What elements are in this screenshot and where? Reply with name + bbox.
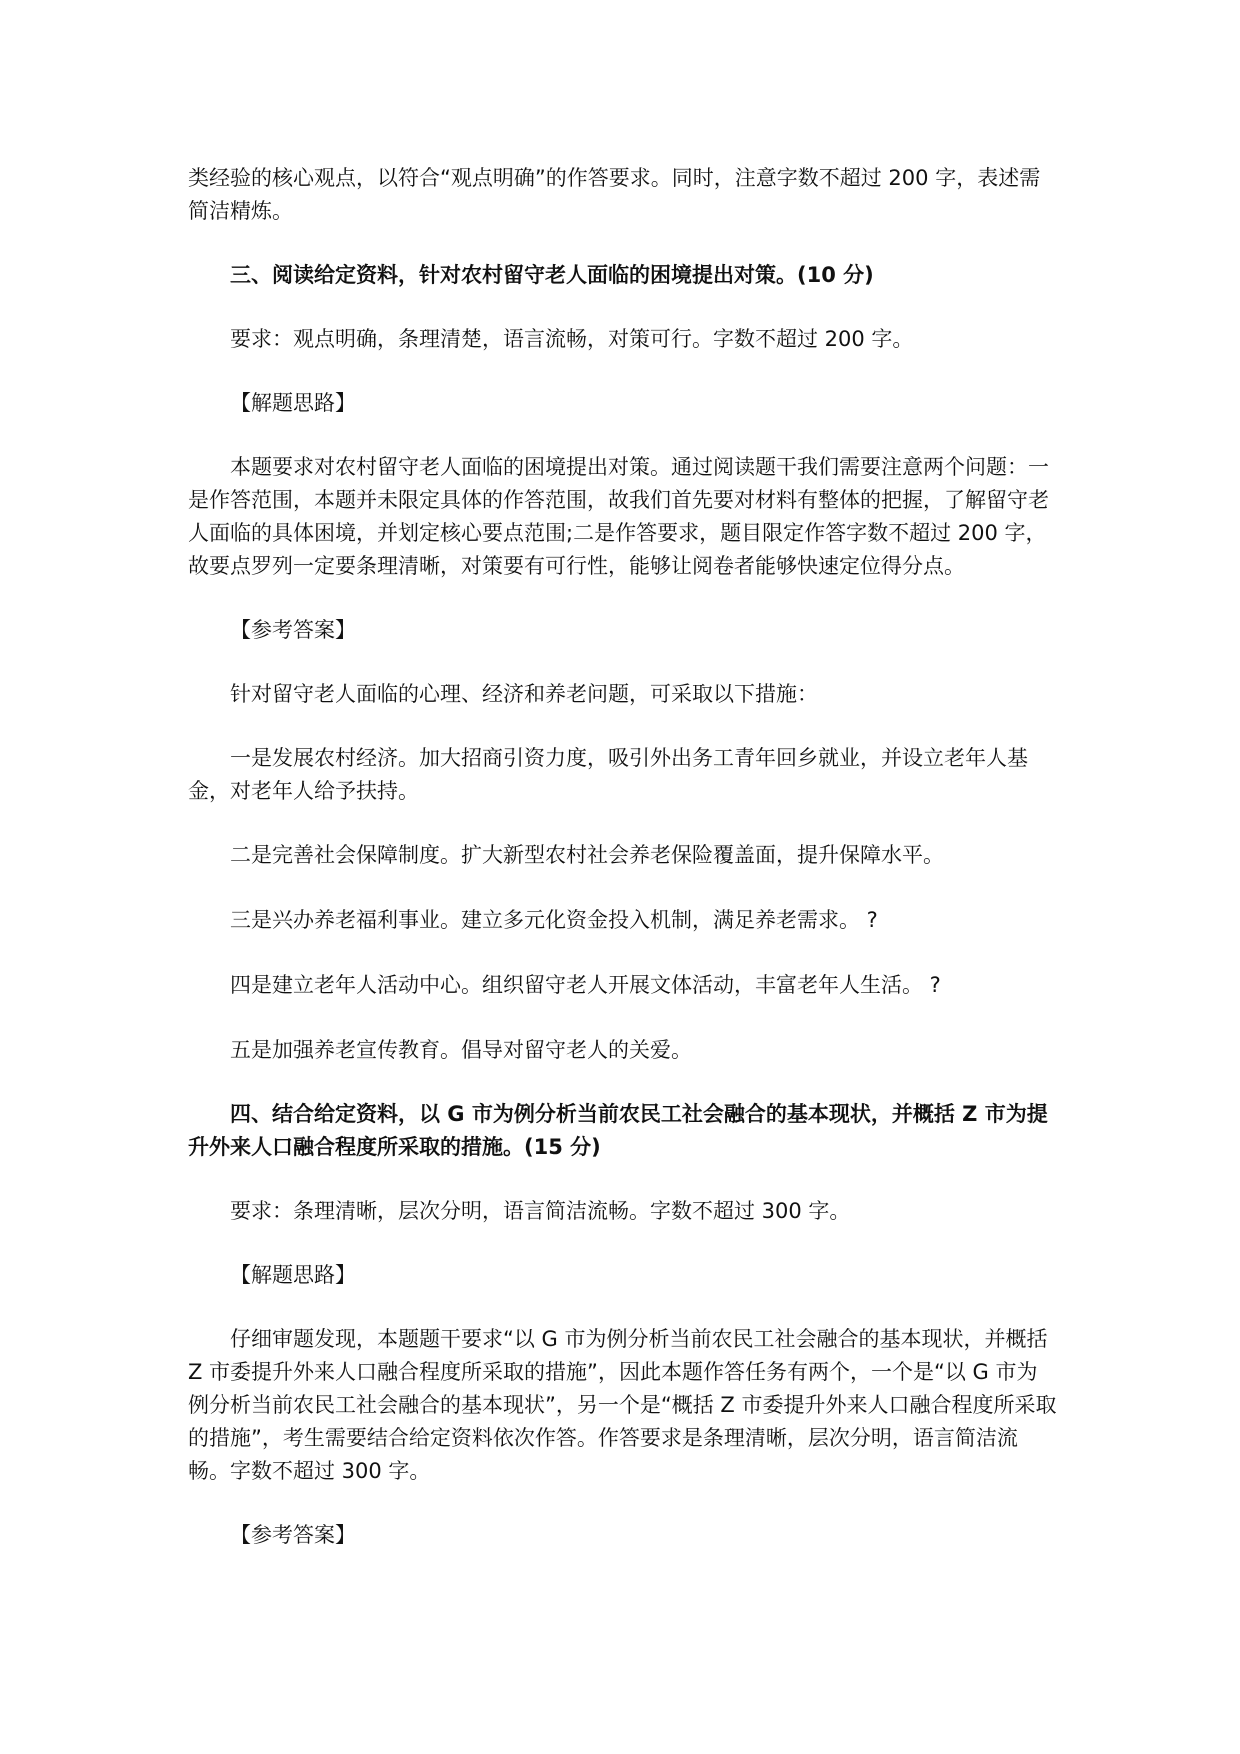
reference-answer-label: 【参考答案】 <box>230 618 356 642</box>
answer-point-2: 二是完善社会保障制度。扩大新型农村社会养老保险覆盖面，提升保障水平。 <box>230 843 944 867</box>
reference-answer-label: 【参考答案】 <box>230 1523 356 1547</box>
answer-point-3: 三是兴办养老福利事业。建立多元化资金投入机制，满足养老需求。 ? <box>230 908 878 932</box>
answer-point-4: 四是建立老年人活动中心。组织留守老人开展文体活动，丰富老年人生活。 ? <box>230 973 941 997</box>
paragraph-continuation: 类经验的核心观点，以符合“观点明确”的作答要求。同时，注意字数不超过 200 字，表述需简洁精炼。 <box>188 166 1041 223</box>
solution-approach-text: 本题要求对农村留守老人面临的困境提出对策。通过阅读题干我们需要注意两个问题：一是作答范围，本题并未限定具体的作答范围，故我们首先要对材料有整体的把握，了解留守老人面临的具体困境，并划定核心要点范围;二是作答要求，题目限定作答字数不超过 200 字，故要点罗列一定要条理清晰，对策要有可行性，能够让阅卷者能够快速定位得分点。 <box>188 455 1049 578</box>
solution-approach-label: 【解题思路】 <box>230 1263 356 1287</box>
answer-point-5: 五是加强养老宣传教育。倡导对留守老人的关爱。 <box>230 1038 692 1062</box>
document-page <box>188 162 1058 1552</box>
question-3-heading: 三、阅读给定资料，针对农村留守老人面临的困境提出对策。(10 分) <box>230 263 874 287</box>
solution-approach-label: 【解题思路】 <box>230 391 356 415</box>
solution-approach-text: 仔细审题发现，本题题干要求“以 G 市为例分析当前农民工社会融合的基本现状，并概括 Z 市委提升外来人口融合程度所采取的措施”，因此本题作答任务有两个，一个是“以 G 市为例分析当前农民工社会融合的基本现状”，另一个是“概括 Z 市委提升外来人口融合程度所采取的措施”，考生需要结合给定资料依次作答。作答要求是条理清晰，层次分明，语言简洁流畅。字数不超过 300 字。 <box>188 1327 1057 1483</box>
answer-point-1: 一是发展农村经济。加大招商引资力度，吸引外出务工青年回乡就业，并设立老年人基金，对老年人给予扶持。 <box>188 746 1028 803</box>
question-4-heading: 四、结合给定资料，以 G 市为例分析当前农民工社会融合的基本现状，并概括 Z 市为提升外来人口融合程度所采取的措施。(15 分) <box>188 1102 1048 1159</box>
answer-intro: 针对留守老人面临的心理、经济和养老问题，可采取以下措施： <box>230 682 818 706</box>
question-4-requirement: 要求：条理清晰，层次分明，语言简洁流畅。字数不超过 300 字。 <box>230 1199 851 1223</box>
question-3-requirement: 要求：观点明确，条理清楚，语言流畅，对策可行。字数不超过 200 字。 <box>230 327 914 351</box>
